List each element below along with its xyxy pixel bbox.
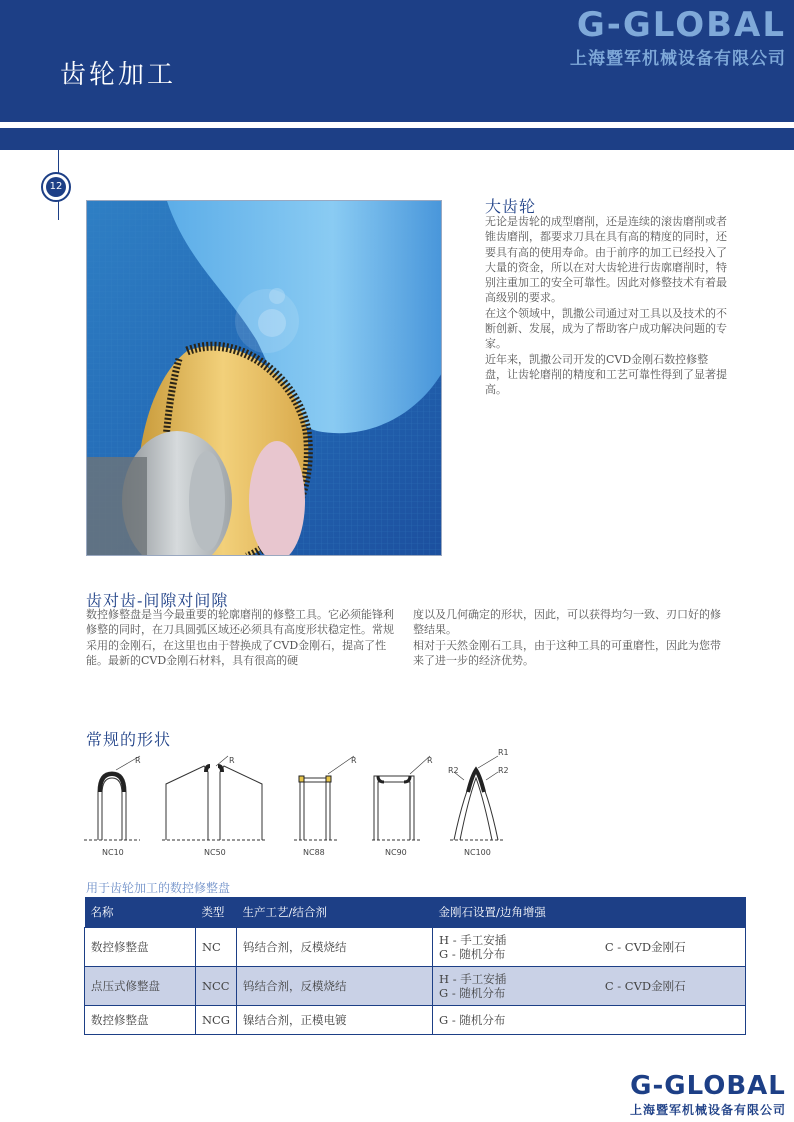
nc100-radius-r2-left-label: R2 [448, 766, 459, 775]
section-heading-gap: 齿对齿-间隙对间隙 [86, 591, 229, 610]
cell-process: 钨结合剂，反模烧结 [237, 928, 433, 967]
header-name: 名称 [85, 897, 196, 928]
header-process: 生产工艺/结合剂 [237, 897, 433, 928]
nc90-label: NC90 [385, 848, 407, 857]
section-heading-shapes: 常规的形状 [86, 730, 172, 749]
gap-text-col2 [413, 607, 731, 668]
nc10-label: NC10 [102, 848, 124, 857]
table-row [85, 967, 746, 1006]
large-gear-paragraph-2: 在这个领域中，凯撒公司通过对工具以及技术的不断创新、发展，成为了帮助客户成功解决问题的专家。 [485, 306, 727, 351]
logo-text: G-GLOBAL [576, 5, 786, 45]
cell-setting [433, 967, 599, 1006]
nc10-radius-label: R [135, 756, 141, 765]
logo-bottom [630, 1073, 786, 1118]
cell-process: 镍结合剂，正模电镀 [237, 1006, 433, 1035]
nc100-radius-r1-label: R1 [498, 748, 509, 757]
large-gear-paragraph-1: 无论是齿轮的成型磨削，还是连续的滚齿磨削或者锥齿磨削，都要求刀具在具有高的精度的同时，还要具有高的使用寿命。由于前序的加工已经投入了大量的资金，所以在对大齿轮进行齿廓磨削时，特别注重加工的安全可靠性。因此对修整技术有着最高级别的要求。 [485, 215, 727, 305]
cell-type: NC [195, 928, 236, 967]
setting-line-2: G - 随机分布 [439, 986, 506, 1000]
gap-col2-paragraph-1: 度以及几何确定的形状，因此，可以获得均匀一致、刃口好的修整结果。 [413, 608, 721, 637]
gap-text-col1: 数控修整盘是当今最重要的轮廓磨削的修整工具。它必须能锋利修整的同时，在刀具圆弧区域还必须具有高度形状稳定性。常规采用的金刚石，在这里也由于替换成了CVD金刚石，提高了性能。最新的CVD金刚石材料，具有很高的硬 [86, 608, 394, 667]
logo-top [570, 5, 786, 69]
table-header-row [85, 897, 746, 928]
profile-nc50 [162, 756, 266, 840]
nc88-radius-label: R [351, 756, 357, 765]
cell-type: NCC [195, 967, 236, 1006]
shape-profiles [84, 748, 524, 862]
gear-dresser-photo [86, 200, 442, 556]
header-enhance [599, 897, 746, 928]
cell-name: 数控修整盘 [85, 1006, 196, 1035]
table-row [85, 1006, 746, 1035]
logo-company-name: 上海暨军机械设备有限公司 [570, 49, 786, 69]
gap-col2-paragraph-2: 相对于天然金刚石工具，由于这种工具的可重磨性，因此为您带来了进一步的经济优势。 [413, 638, 721, 667]
section-heading-large-gear: 大齿轮 [485, 197, 537, 216]
nc100-label: NC100 [464, 848, 491, 857]
cell-enhance: C - CVD金刚石 [599, 928, 746, 967]
header-type: 类型 [195, 897, 236, 928]
cell-setting: G - 随机分布 [433, 1006, 599, 1035]
dresser-spec-table [84, 897, 746, 1035]
table-row [85, 928, 746, 967]
profile-nc88 [294, 756, 354, 840]
profile-nc90 [372, 756, 430, 840]
nc88-label: NC88 [303, 848, 325, 857]
page-number: 12 [46, 177, 66, 197]
cell-process: 钨结合剂，反模烧结 [237, 967, 433, 1006]
header-banner [0, 0, 794, 122]
nc90-radius-label: R [427, 756, 433, 765]
header-setting: 金刚石设置/边角增强 [433, 897, 599, 928]
large-gear-paragraph-3: 近年来，凯撒公司开发的CVD金刚石数控修整盘，让齿轮磨削的精度和工艺可靠性得到了显著提高。 [485, 352, 727, 397]
cell-setting [433, 928, 599, 967]
nc100-radius-r2-right-label: R2 [498, 766, 509, 775]
cell-enhance [599, 1006, 746, 1035]
cell-name: 数控修整盘 [85, 928, 196, 967]
nc50-radius-label: R [229, 756, 235, 765]
header-subbar [0, 128, 794, 150]
profile-nc10 [84, 756, 140, 840]
nc50-label: NC50 [204, 848, 226, 857]
cell-type: NCG [195, 1006, 236, 1035]
cell-name: 点压式修整盘 [85, 967, 196, 1006]
gear-dresser-illustration [87, 201, 442, 556]
setting-line-1: H - 手工安插 [439, 972, 507, 986]
setting-line-2: G - 随机分布 [439, 947, 506, 961]
setting-line-1: H - 手工安插 [439, 933, 507, 947]
cell-enhance: C - CVD金刚石 [599, 967, 746, 1006]
logo-bottom-text: G-GLOBAL [630, 1071, 786, 1101]
page-title: 齿轮加工 [60, 60, 177, 90]
large-gear-text [485, 214, 729, 398]
page-number-badge [41, 172, 71, 202]
table-caption: 用于齿轮加工的数控修整盘 [86, 881, 231, 895]
logo-bottom-company-name: 上海暨军机械设备有限公司 [629, 1103, 786, 1117]
